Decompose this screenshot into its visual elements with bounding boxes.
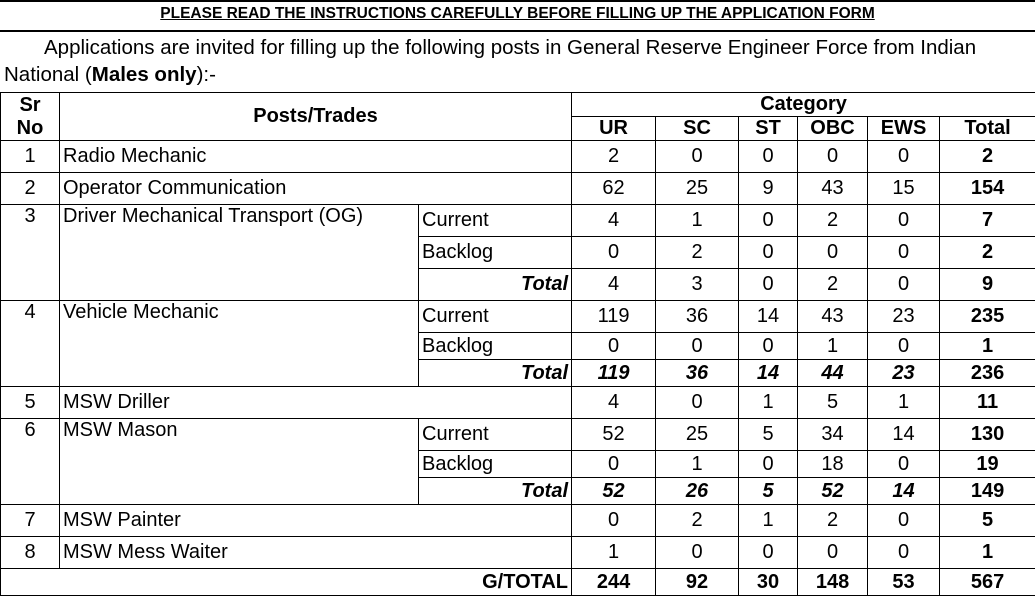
backlog-label-cell: Backlog	[419, 451, 572, 478]
intro-bold-males-only: Males only	[91, 63, 197, 86]
value-cell: 52	[798, 478, 868, 505]
post-name-cell: Operator Communication	[60, 173, 572, 205]
col-header-obc: OBC	[798, 117, 868, 141]
value-cell: 5	[739, 478, 798, 505]
value-cell: 1	[868, 387, 940, 419]
value-cell: 149	[940, 478, 1035, 505]
value-cell: 0	[572, 451, 656, 478]
value-cell: 23	[868, 301, 940, 333]
grand-total-value: 567	[940, 569, 1035, 596]
sr-no-cell: 7	[1, 505, 60, 537]
sr-no-header: Sr No	[1, 93, 60, 141]
table-row	[1, 419, 1035, 451]
post-name-cell: Vehicle Mechanic	[60, 301, 419, 387]
value-cell: 0	[739, 333, 798, 360]
col-header-ews: EWS	[868, 117, 940, 141]
col-header-st: ST	[739, 117, 798, 141]
value-cell: 3	[656, 269, 739, 301]
value-cell: 0	[656, 387, 739, 419]
instructions-heading-text: PLEASE READ THE INSTRUCTIONS CAREFULLY BEFORE FILLING UP THE APPLICATION FORM	[160, 5, 875, 22]
value-cell: 236	[940, 360, 1035, 387]
value-cell: 0	[798, 237, 868, 269]
value-cell: 1	[739, 505, 798, 537]
post-name-cell: MSW Mess Waiter	[60, 537, 572, 569]
value-cell: 14	[739, 301, 798, 333]
sr-no-cell: 8	[1, 537, 60, 569]
table-row	[1, 141, 1035, 173]
value-cell: 1	[739, 387, 798, 419]
post-name-cell: Radio Mechanic	[60, 141, 572, 173]
value-cell: 2	[940, 141, 1035, 173]
total-label-cell: Total	[419, 360, 572, 387]
post-name-cell: MSW Driller	[60, 387, 572, 419]
value-cell: 0	[868, 205, 940, 237]
value-cell: 0	[868, 333, 940, 360]
sr-no-cell: 3	[1, 205, 60, 301]
value-cell: 5	[940, 505, 1035, 537]
value-cell: 2	[798, 269, 868, 301]
value-cell: 2	[656, 505, 739, 537]
table-row	[1, 301, 1035, 333]
total-label-cell: Total	[419, 269, 572, 301]
value-cell: 1	[656, 451, 739, 478]
value-cell: 62	[572, 173, 656, 205]
col-header-ur: UR	[572, 117, 656, 141]
value-cell: 4	[572, 269, 656, 301]
value-cell: 5	[798, 387, 868, 419]
value-cell: 9	[940, 269, 1035, 301]
value-cell: 1	[572, 537, 656, 569]
sr-no-cell: 6	[1, 419, 60, 505]
intro-text-2: ):-	[196, 63, 216, 86]
value-cell: 130	[940, 419, 1035, 451]
backlog-label-cell: Backlog	[419, 333, 572, 360]
col-header-total: Total	[940, 117, 1035, 141]
grand-total-value: 30	[739, 569, 798, 596]
post-name-cell: MSW Painter	[60, 505, 572, 537]
value-cell: 0	[656, 141, 739, 173]
value-cell: 26	[656, 478, 739, 505]
value-cell: 0	[572, 237, 656, 269]
value-cell: 9	[739, 173, 798, 205]
value-cell: 0	[656, 537, 739, 569]
table-row	[1, 537, 1035, 569]
value-cell: 0	[798, 537, 868, 569]
value-cell: 5	[739, 419, 798, 451]
intro-paragraph	[0, 32, 1035, 92]
value-cell: 11	[940, 387, 1035, 419]
total-label-cell: Total	[419, 478, 572, 505]
value-cell: 52	[572, 478, 656, 505]
value-cell: 2	[798, 205, 868, 237]
backlog-label-cell: Backlog	[419, 237, 572, 269]
vacancy-table	[0, 92, 1035, 596]
value-cell: 0	[868, 537, 940, 569]
value-cell: 0	[739, 237, 798, 269]
sr-no-cell: 1	[1, 141, 60, 173]
current-label-cell: Current	[419, 205, 572, 237]
current-label-cell: Current	[419, 419, 572, 451]
value-cell: 4	[572, 387, 656, 419]
value-cell: 14	[868, 419, 940, 451]
sr-no-cell: 5	[1, 387, 60, 419]
value-cell: 1	[798, 333, 868, 360]
value-cell: 0	[739, 451, 798, 478]
value-cell: 0	[739, 269, 798, 301]
grand-total-value: 53	[868, 569, 940, 596]
value-cell: 0	[739, 205, 798, 237]
value-cell: 0	[572, 505, 656, 537]
col-header-sc: SC	[656, 117, 739, 141]
value-cell: 15	[868, 173, 940, 205]
value-cell: 19	[940, 451, 1035, 478]
value-cell: 36	[656, 360, 739, 387]
value-cell: 119	[572, 360, 656, 387]
value-cell: 0	[798, 141, 868, 173]
value-cell: 0	[868, 505, 940, 537]
value-cell: 23	[868, 360, 940, 387]
value-cell: 2	[656, 237, 739, 269]
table-row	[1, 205, 1035, 237]
table-row	[1, 173, 1035, 205]
current-label-cell: Current	[419, 301, 572, 333]
value-cell: 14	[868, 478, 940, 505]
value-cell: 119	[572, 301, 656, 333]
category-header: Category	[572, 93, 1035, 117]
grand-total-value: 92	[656, 569, 739, 596]
intro-text-1: Applications are invited for filling up the following posts in General Reserve Engineer Force from Indian National (	[4, 36, 977, 86]
value-cell: 34	[798, 419, 868, 451]
post-name-cell: Driver Mechanical Transport (OG)	[60, 205, 419, 301]
value-cell: 43	[798, 301, 868, 333]
value-cell: 18	[798, 451, 868, 478]
posts-header: Posts/Trades	[60, 93, 572, 141]
value-cell: 1	[940, 537, 1035, 569]
value-cell: 52	[572, 419, 656, 451]
grand-total-value: 244	[572, 569, 656, 596]
value-cell: 25	[656, 173, 739, 205]
value-cell: 0	[868, 269, 940, 301]
value-cell: 0	[868, 141, 940, 173]
value-cell: 4	[572, 205, 656, 237]
header-row-1	[1, 93, 1035, 117]
value-cell: 2	[572, 141, 656, 173]
value-cell: 0	[868, 451, 940, 478]
value-cell: 1	[940, 333, 1035, 360]
value-cell: 0	[656, 333, 739, 360]
value-cell: 0	[868, 237, 940, 269]
value-cell: 0	[739, 141, 798, 173]
table-row	[1, 505, 1035, 537]
instructions-heading	[0, 0, 1035, 32]
value-cell: 235	[940, 301, 1035, 333]
table-row	[1, 387, 1035, 419]
value-cell: 2	[798, 505, 868, 537]
sr-no-cell: 4	[1, 301, 60, 387]
value-cell: 0	[572, 333, 656, 360]
value-cell: 7	[940, 205, 1035, 237]
grand-total-label: G/TOTAL	[1, 569, 572, 596]
value-cell: 0	[739, 537, 798, 569]
value-cell: 14	[739, 360, 798, 387]
value-cell: 154	[940, 173, 1035, 205]
grand-total-value: 148	[798, 569, 868, 596]
sr-no-cell: 2	[1, 173, 60, 205]
value-cell: 2	[940, 237, 1035, 269]
post-name-cell: MSW Mason	[60, 419, 419, 505]
vacancy-table-body	[1, 93, 1035, 596]
value-cell: 44	[798, 360, 868, 387]
value-cell: 36	[656, 301, 739, 333]
value-cell: 1	[656, 205, 739, 237]
value-cell: 25	[656, 419, 739, 451]
grand-total-row	[1, 569, 1035, 596]
value-cell: 43	[798, 173, 868, 205]
